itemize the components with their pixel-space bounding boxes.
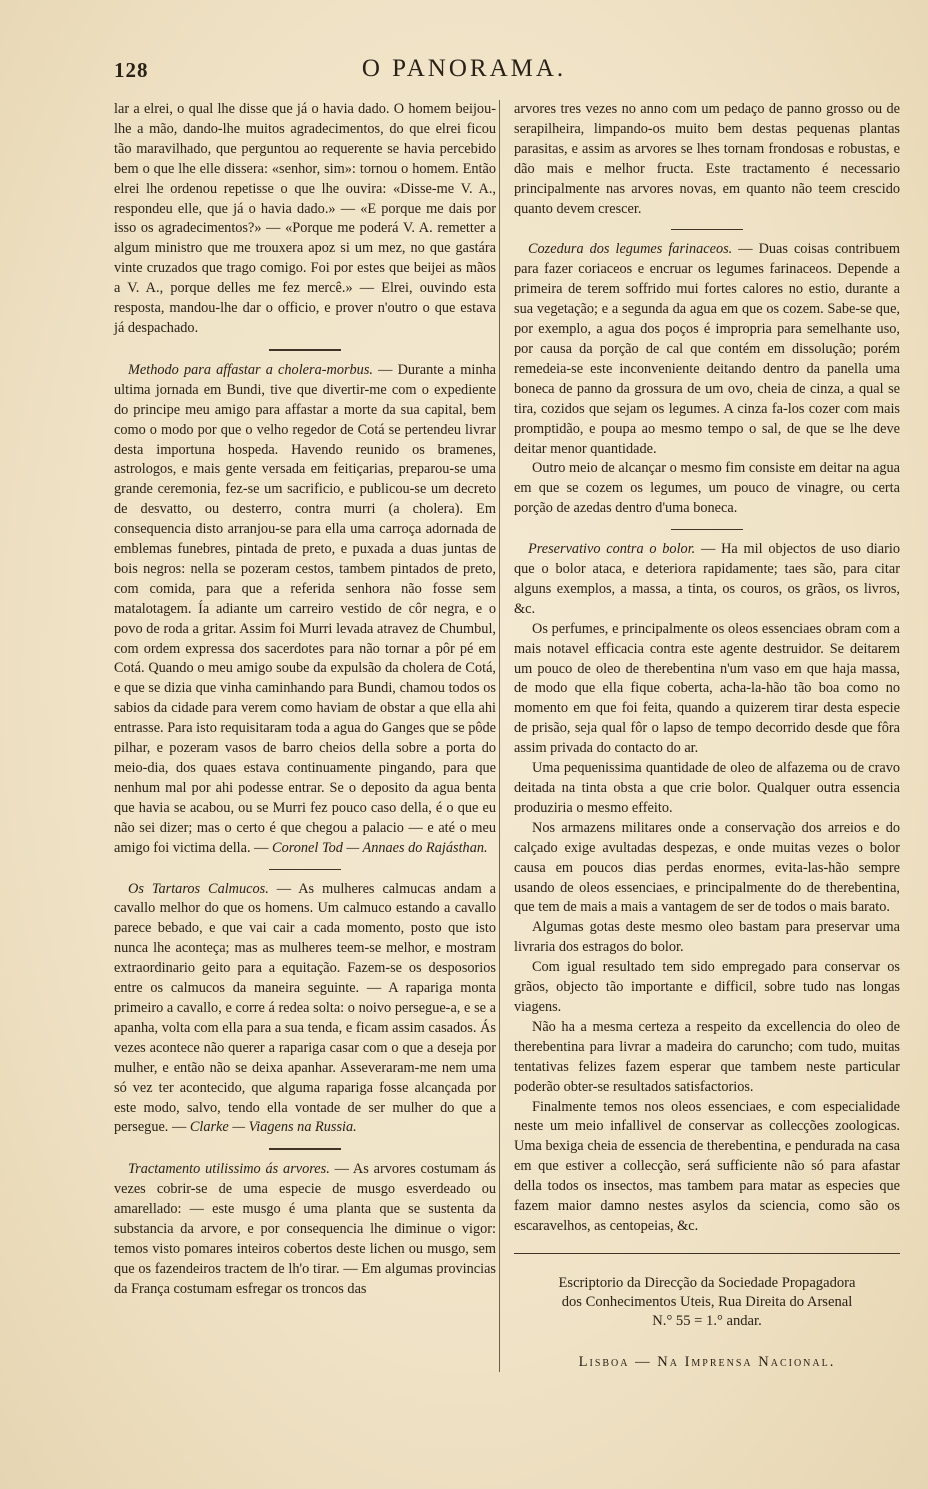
journal-title: O PANORAMA.	[361, 55, 567, 82]
article-tartaros	[114, 880, 496, 1139]
left-column	[114, 100, 496, 1300]
column-rule	[499, 100, 500, 1372]
article-paragraph: Com igual resultado tem sido empregado para conservar os grãos, objecto tão importante e difficil, sobre tudo nas longas viagens.	[514, 959, 900, 1015]
article-body: — Durante a minha ultima jornada em Bundi, tive que divertir-me com o expediente do principe meu amigo para affastar a morte da sua capital, bem como o modo por que o velho regedor de Cotá se pertendeu livrar desta importuna hospeda. Havendo reunido os bramenes, astrologos, e mais gente versada em feitiçarias, preparou-se uma grande ceremonia, fez-se um sacrificio, e publicou-se um decreto de desvatto, ou desterro, contra murri (a cholera). Em consequencia disto arranjou-se para ella uma carroça adornada de emblemas funebres, pintada de preto, e puxada a duas juntas de bois negros: nella se pozeram cestos, tambem pintados de preto, com comida, para que a referida senhora não fosse sem matalotagem. Ía adiante um carreiro vestido de côr negra, e o povo de roda a gritar. Assim foi Murri levada atravez de Chumbul, com ordem expressa dos sacerdotes para não tornar a pôr pé em Cotá. Quando o meu amigo soube da expulsão da cholera de Cotá, e que se dizia que vinha caminhando para Bundi, chamou todos os sabios da cidade para verem como haviam de obstar a que ella ahi entrasse. Para isto requisitaram toda a agua do Ganges que se pôde pilhar, e pozeram vasos de barro cheios della sobre a porta do meio-dia, dos quaes estava continuamente pingando, para que nenhum mal por ahi podesse entrar. Se o deposito da agua benta que havia se acabou, ou se Murri fez pouco caso della, é o que eu não sei dizer; mas o certo é que chegou a palacio — e até o meu amigo foi victima della. —	[114, 361, 496, 856]
article-body: — As arvores costumam ás vezes cobrir-se de uma especie de musgo esverdeado ou amarellado: — este musgo é uma planta que se sustenta da substancia da arvore, e por consequencia lhe diminue o vigor: temos visto pomares inteiros cobertos deste lichen ou musgo, sem que os fazendeiros tractem de lh'o tirar. — Em algumas provincias da França costumam esfregar os troncos das	[114, 1161, 496, 1297]
tractamento-continued: arvores tres vezes no anno com um pedaço de panno grosso ou de serapilheira, limpando-os muito bem destas pequenas plantas parasitas, e assim as arvores se lhes tornam frondosas e robustas, e dão mais e melhor fructa. Este tractamento é necessario principalmente nas arvores novas, em quanto não teem crescido quanto devem crescer.	[514, 101, 900, 217]
article-paragraph: Os perfumes, e principalmente os oleos essenciaes obram com a mais notavel efficacia contra este agente destruidor. Se deitarem um pouco de oleo de therebentina n'um vaso em que haja massa, de modo que ella fique coberta, acha-la-hão tão boa como no momento em que foi feita, quando a quizerem tirar desta especie de prisão, seja qual fôr o lapso de tempo decorrido desde que fôra assim privada do contacto do ar.	[514, 620, 900, 757]
imprint-line: Escriptorio da Direcção da Sociedade Propagadora	[558, 1274, 856, 1291]
section-divider	[671, 529, 743, 530]
article-body: — Duas coisas contribuem para fazer coriaceos e encruar os legumes farinaceos. Depende a primeira de terem soffrido mui fortes calores no estio, durante a sua vegetação; e a segunda da agua em que os cozem. Sabe-se que, por exemplo, a agua dos poços é impropria para semelhante uso, por causa da porção de cal que contém em dissolução; porém remedeia-se este inconveniente deitando dentro da panella uma boneca de panno da grossura de um ovo, cheia de cinza, a qual se tira, cozidos que sejam os legumes. A cinza fa-los cozer com mais promptidão, e poupa ao mesmo tempo o sal, de que se lhe deve deitar menor quantidade.	[514, 241, 901, 457]
section-divider	[269, 869, 341, 870]
section-divider	[671, 229, 743, 230]
article-cholera	[114, 361, 496, 859]
article-paragraph: Algumas gotas deste mesmo oleo bastam para preservar uma livraria dos estragos do bolor.	[514, 919, 900, 956]
imprint-line: N.° 55 = 1.° andar.	[652, 1312, 762, 1329]
article-source: Clarke — Viagens na Russia.	[189, 1119, 357, 1136]
page-header	[0, 0, 928, 100]
article-body: — Ha mil objectos de uso diario que o bolor ataca, e deteriora rapidamente; taes são, para citar alguns exemplos, a massa, a tinta, os couros, os grãos, os livros, &c.	[514, 541, 900, 617]
article-title: Os Tartaros Calmucos.	[128, 880, 269, 897]
article-title: Methodo para affastar a cholera-morbus.	[128, 361, 373, 378]
article-paragraph: Não ha a mesma certeza a respeito da excellencia do oleo de therebentina para livrar a madeira do caruncho; com tudo, muitas tentativas felizes fazem esperar que tambem neste particular poderão obter-se resultados satisfactorios.	[514, 1018, 900, 1095]
section-divider	[269, 349, 341, 351]
article-paragraph: Outro meio de alcançar o mesmo fim consiste em deitar na agua em que se cozem os legumes, um pouco de vinagre, ou certa porção de azedas dentro d'uma boneca.	[514, 460, 900, 517]
page-number: 128	[114, 58, 149, 82]
publisher-imprint	[514, 1253, 900, 1331]
article-title: Tractamento utilissimo ás arvores.	[128, 1161, 330, 1178]
article-cozedura	[514, 240, 900, 459]
article-body: — As mulheres calmucas andam a cavallo melhor do que os homens. Um calmuco estando a cavallo parece bebado, e que vai cair a cada momento, posto que isto nunca lhe aconteça; mas as mulheres teem-se melhor, e mostram extraordinario geito para a equitação. Fazem-se os desposorios entre os calmucos da maneira seguinte. — A rapariga monta primeiro a cavallo, e corre á redea solta: o noivo persegue-a, e se a apanha, volta com ella para a sua tenda, e ficam assim casados. Ás vezes acontece não querer a rapariga casar com o que a deseja por mulher, e então não se deixa apanhar. Asseveraram-me nem uma só vez ter acontecido, que alguma rapariga fosse alcançada por este modo, salvo, tendo ella vontade de ser mulher do que a persegue. —	[114, 880, 497, 1136]
article-paragraph: Nos armazens militares onde a conservação dos arreios e do calçado exige avultadas despezas, e onde muitas vezes o bolor causa em poucos dias perdas enormes, evita-las-hão sempre usando de oleos essenciaes, e principalmente do de therebentina, que tem de mais a mais a vantagem de ser de todos o mais barato.	[514, 819, 900, 916]
section-divider	[269, 1148, 341, 1150]
article-bolor	[514, 540, 900, 620]
intro-paragraph: lar a elrei, o qual lhe disse que já o havia dado. O homem beijou-lhe a mão, dando-lhe muitos agradecimentos, do que elrei ficou tão maravilhado, que perguntou ao requerente se havia percebido bem o que lhe elle dissera: «senhor, sim»: tornou o homem. Então elrei lhe ordenou repetisse o que lhe ouvira: «Disse-me V. A., respondeu elle, que já o havia dado.» — «E porque me dais por isso os agradecimentos?» — «Porque me poderá V. A. remetter a algum ministro que me trouxera apoz si um mez, no que gastára vinte cruzados que trago comigo. Foi por estes que beijei as mãos a V. A., porque delles me fez mercê.» — Elrei, ouvindo esta resposta, mandou-lhe dar o officio, e prover n'outro o que estava já despachado.	[114, 101, 496, 336]
right-column	[514, 100, 900, 1373]
article-title: Cozedura dos legumes farinaceos.	[528, 241, 733, 258]
article-paragraph: Uma pequenissima quantidade de oleo de alfazema ou de cravo deitada na tinta obsta a que crie bolor. Qualquer outra essencia produziria o mesmo effeito.	[514, 760, 900, 816]
colophon: Lisboa — Na Imprensa Nacional.	[578, 1353, 836, 1370]
article-paragraph: Finalmente temos nos oleos essenciaes, e com especialidade neste um meio infallivel de conservar as collecções zoologicas. Uma bexiga cheia de essencia de therebentina, e pendurada na casa em que estiver a collecção, será sufficiente não só para afastar della todos os insectos, mas tambem para matar as especies que fazem maior damno nestes asylos da sciencia, como são os escaravelhos, as centopeias, &c.	[514, 1098, 900, 1234]
article-title: Preservativo contra o bolor.	[528, 541, 696, 558]
imprint-line: dos Conhecimentos Uteis, Rua Direita do Arsenal	[561, 1293, 853, 1310]
article-tractamento	[114, 1160, 496, 1299]
article-source: Coronel Tod — Annaes do Rajásthan.	[272, 839, 488, 856]
